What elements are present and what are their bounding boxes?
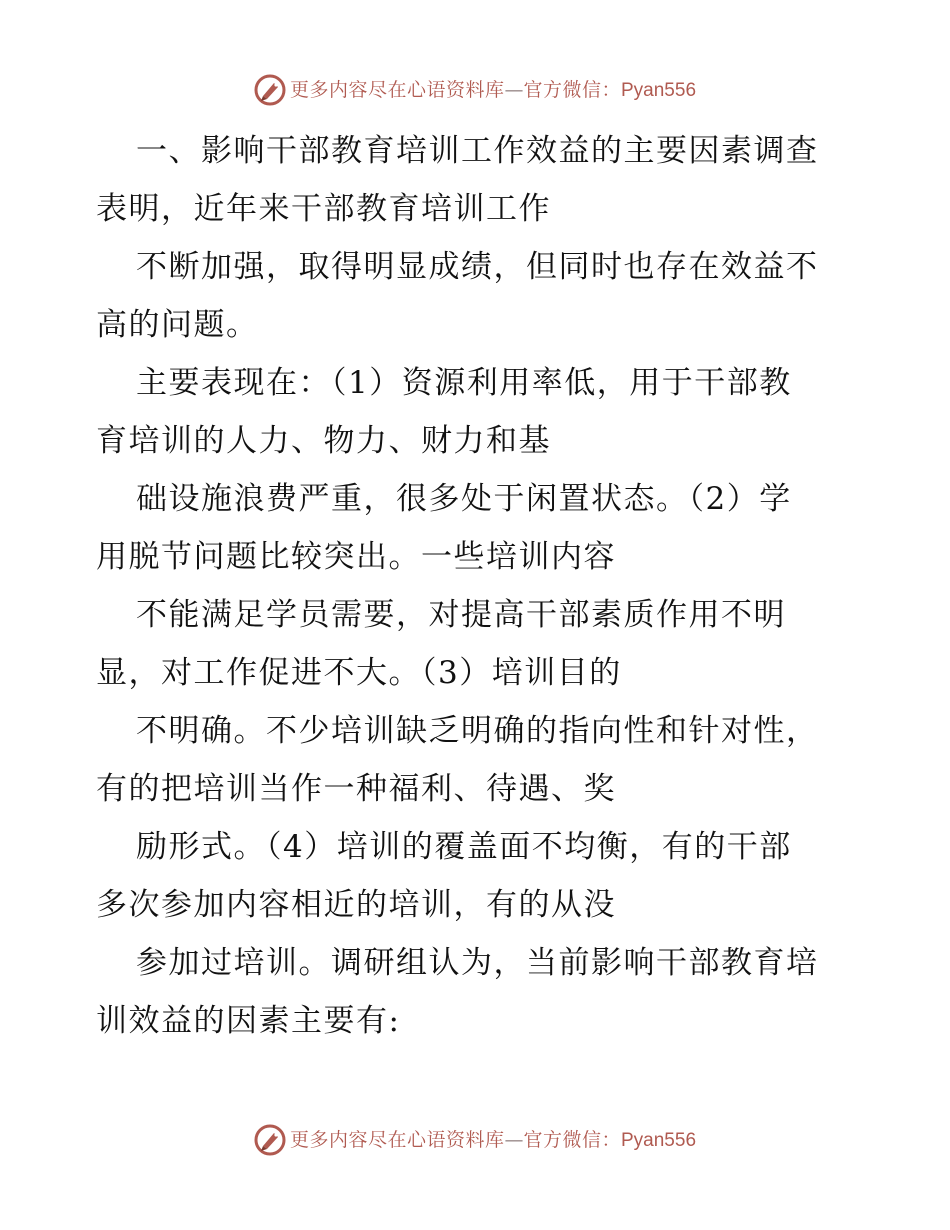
- watermark-id: Pyan556: [621, 1129, 697, 1151]
- paragraph-line: 高的问题。: [96, 307, 259, 343]
- paragraph: [96, 238, 856, 354]
- paragraph-line: 表明，近年来干部教育培训工作: [96, 191, 551, 227]
- paragraph-line: 显，对工作促进不大。（3）培训目的: [96, 655, 622, 691]
- watermark-separator: —: [504, 1128, 524, 1151]
- paragraph-line: 用脱节问题比较突出。一些培训内容: [96, 539, 616, 575]
- document-body: [96, 122, 856, 1050]
- logo-icon: [254, 1124, 286, 1156]
- watermark-id-label: 官方微信：: [523, 1128, 621, 1151]
- paragraph-line: 参加过培训。调研组认为，当前影响干部教育培: [136, 945, 819, 981]
- logo-icon: [254, 74, 286, 106]
- watermark-main-text: 更多内容尽在心语资料库: [289, 78, 505, 101]
- paragraph-line: 训效益的因素主要有:: [96, 1003, 401, 1039]
- header-watermark: [0, 70, 950, 110]
- paragraph: [96, 122, 856, 238]
- watermark-separator: —: [504, 78, 524, 101]
- paragraph-line: 育培训的人力、物力、财力和基: [96, 423, 551, 459]
- footer-watermark: [0, 1120, 950, 1160]
- watermark-main-text: 更多内容尽在心语资料库: [289, 1128, 505, 1151]
- watermark-id: Pyan556: [621, 79, 697, 101]
- paragraph: [96, 354, 856, 470]
- paragraph-line: 多次参加内容相近的培训，有的从没: [96, 887, 616, 923]
- paragraph-line: 主要表现在：（1）资源利用率低，用于干部教: [136, 365, 792, 401]
- paragraph-line: 不断加强，取得明显成绩，但同时也存在效益不: [136, 249, 819, 285]
- watermark-id-label: 官方微信：: [523, 78, 621, 101]
- paragraph: [96, 934, 856, 1050]
- paragraph-line: 不明确。不少培训缺乏明确的指向性和针对性，: [136, 713, 819, 749]
- paragraph-line: 励形式。（4）培训的覆盖面不均衡，有的干部: [136, 829, 792, 865]
- paragraph: [96, 818, 856, 934]
- paragraph: [96, 586, 856, 702]
- paragraph-line: 一、影响干部教育培训工作效益的主要因素调查: [136, 133, 819, 169]
- paragraph-line: 有的把培训当作一种福利、待遇、奖: [96, 771, 616, 807]
- paragraph-line: 不能满足学员需要，对提高干部素质作用不明: [136, 597, 786, 633]
- paragraph: [96, 470, 856, 586]
- paragraph: [96, 702, 856, 818]
- paragraph-line: 础设施浪费严重，很多处于闲置状态。（2）学: [136, 481, 792, 517]
